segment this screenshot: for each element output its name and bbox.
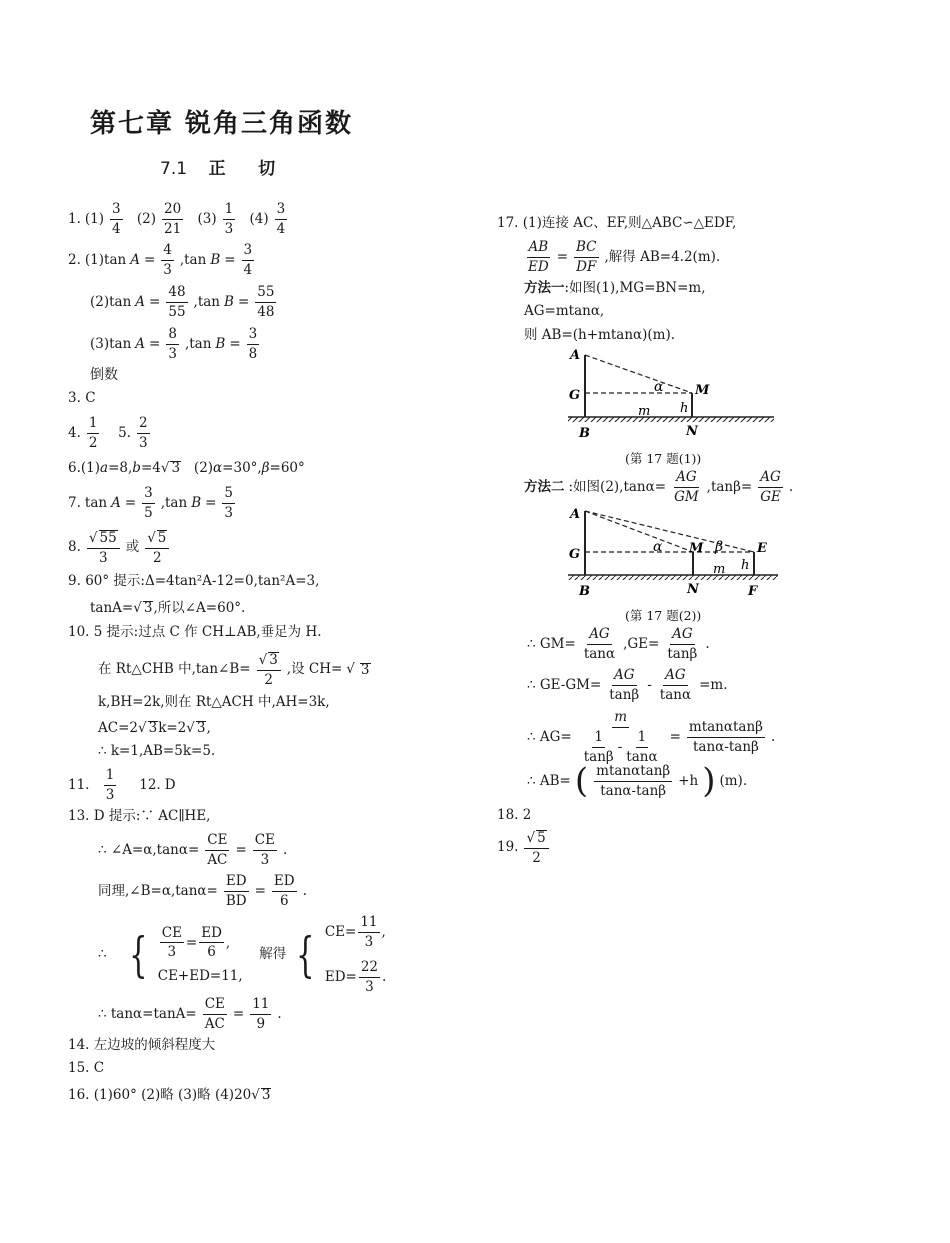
fig2-label-e: E: [757, 541, 767, 556]
fig2-label-a: A: [570, 507, 581, 522]
answer-2-row-3: (3)tan A = $\frac{8}{3}$ ,tan B = $\frac{3}{8}$: [90, 326, 258, 362]
answer-10-line-5: ∴ k=1,AB=5k=5.: [98, 743, 216, 759]
figure-17-2-caption: (第 17 题(2)): [625, 608, 702, 623]
fig2-label-segment-m: m: [713, 562, 726, 577]
answer-10-line-2: 在 Rt△CHB 中,tan∠B= $\frac{√ 3}{2}$ ,设 CH= √ 3: [98, 652, 370, 688]
fig1-label-segment-m: m: [638, 404, 651, 419]
answer-16: 16. (1)60° (2)略 (3)略 (4)20√ 3: [68, 1087, 271, 1103]
answer-13-line-3: 同理,∠B=α,tanα= $\frac{ED}{BD}$ = $\frac{ED}{6}$ .: [98, 873, 307, 909]
figure-17-2: [560, 505, 785, 605]
fig1-label-g: G: [569, 388, 581, 403]
chapter-title: 第七章 锐角三角函数: [90, 109, 354, 139]
answer-13-line-5: ∴ tanα=tanA= $\frac{CE}{AC}$ = $\frac{11}{9}$ .: [98, 996, 282, 1032]
fig2-label-g: G: [569, 547, 581, 562]
answer-10-line-3: k,BH=2k,则在 Rt△ACH 中,AH=3k,: [98, 694, 330, 710]
answer-4-5: 4. $\frac{1}{2}$ 5. $\frac{2}{3}$: [68, 415, 148, 451]
fig1-label-m: M: [695, 383, 710, 398]
answer-17-line-1: 17. (1)连接 AC、EF,则△ABC∽△EDF,: [497, 215, 737, 231]
answer-17-step-1: ∴ GM= $\frac{AG}{\tan\alpha}$ ,GE= $\frac{AG}{\tan\beta}$ .: [527, 626, 710, 662]
answer-14: 14. 左边坡的倾斜程度大: [68, 1037, 216, 1053]
fig2-label-h: h: [741, 558, 750, 573]
fig1-label-alpha: α: [654, 379, 664, 395]
answer-10-line-1: 10. 5 提示:过点 C 作 CH⊥AB,垂足为 H.: [68, 624, 322, 640]
answer-8: 8. $\frac{√ 55}{3}$ 或 $\frac{√ 5}{2}$: [68, 530, 171, 566]
answer-17-line-4: AG=mtanα,: [524, 303, 605, 319]
answer-13-line-1: 13. D 提示:∵ AC∥HE,: [68, 808, 211, 824]
answer-9-line-2: tanA=√ 3,所以∠A=60°.: [90, 600, 246, 616]
answer-6: 6.(1)a=8,b=4√ 3 (2)α=30°,β=60°: [68, 460, 305, 476]
answer-9-line-1: 9. 60° 提示:Δ=4tan²A-12=0,tan²A=3,: [68, 573, 320, 589]
answer-2-note: 倒数: [90, 367, 118, 383]
answer-17-step-2: ∴ GE-GM= $\frac{AG}{\tan\beta}$ - $\frac{AG}{\tan\alpha}$ =m.: [527, 667, 728, 703]
fig1-label-a: A: [570, 348, 581, 363]
answer-19: 19. $\frac{√ 5}{2}$: [497, 830, 551, 866]
answer-15: 15. C: [68, 1060, 105, 1076]
fig2-label-beta: β: [715, 539, 724, 555]
fig2-label-b: B: [579, 584, 590, 599]
answer-17-method-1: 方法一:如图(1),MG=BN=m,: [524, 280, 706, 296]
answer-13-system: ∴ { $\frac{CE}{3}$ = $\frac{ED}{6}$ , CE+ED=11, 解得 { CE= $\frac{11}{3}$ , ED= $\frac{22}{3}$ .: [98, 914, 387, 995]
answer-17-line-5: 则 AB=(h+mtanα)(m).: [524, 327, 676, 343]
section-title: 7.1 正 切: [160, 159, 276, 179]
answer-11-12: 11. $\frac{1}{3}$ 12. D: [68, 767, 176, 803]
figure-17-1: [560, 345, 780, 445]
fig1-label-b: B: [579, 426, 590, 441]
answer-2-row-1: 2. (1)tan A = $\frac{4}{3}$ ,tan B = $\frac{3}{4}$: [68, 242, 253, 278]
answer-10-line-4: AC=2√ 3k=2√ 3,: [98, 720, 211, 736]
answer-17-line-2: $\frac{AB}{ED}$ = $\frac{BC}{DF}$ ,解得 AB=4.2(m).: [528, 239, 721, 275]
fig2-label-f: F: [748, 584, 758, 599]
fig2-label-m: M: [689, 541, 704, 556]
answer-17-step-3: ∴ AG= m $\frac{1}{\tan\beta}$ - $\frac{1}{\tan\alpha}$ = $\frac{mtan\alpha\tan\beta}{\tan\alpha-\tan\beta}$ .: [527, 709, 776, 765]
answer-7: 7. tan A = $\frac{3}{5}$ ,tan B = $\frac{5}{3}$: [68, 485, 234, 521]
answer-2-row-2: (2)tan A = $\frac{48}{55}$ ,tan B = $\frac{55}{48}$: [90, 284, 275, 320]
answer-1: 1. (1) $\frac{3}{4}$ (2) $\frac{20}{21}$ (3) $\frac{1}{3}$ (4) $\frac{3}{4}$: [68, 201, 286, 237]
answer-17-method-2: 方法二 :如图(2),tanα= $\frac{AG}{GM}$ ,tanβ= $\frac{AG}{GE}$ .: [524, 469, 794, 505]
fig1-label-n: N: [686, 424, 698, 439]
answer-17-step-4: ∴ AB= ( $\frac{mtan\alpha\tan\beta}{\tan\alpha-\tan\beta}$ +h ) (m).: [527, 761, 748, 802]
fig1-label-h: h: [680, 401, 689, 416]
fig2-label-alpha: α: [653, 539, 663, 555]
fig2-label-n: N: [687, 582, 699, 597]
answer-13-line-2: ∴ ∠A=α,tanα= $\frac{CE}{AC}$ = $\frac{CE}{3}$ .: [98, 832, 288, 868]
figure-17-1-caption: (第 17 题(1)): [625, 451, 702, 466]
answer-18: 18. 2: [497, 807, 532, 823]
answer-3: 3. C: [68, 390, 96, 406]
